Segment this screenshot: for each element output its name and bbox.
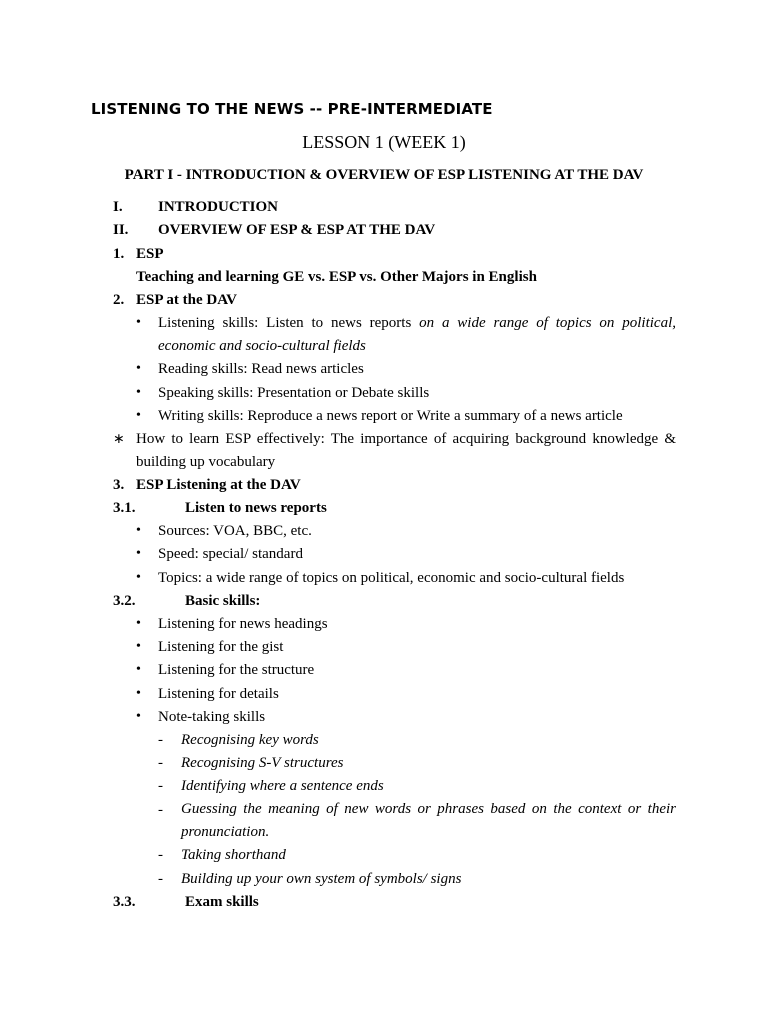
section-num-3: 3. <box>113 477 125 493</box>
sub-list-item: Building up your own system of symbols/ signs <box>181 871 462 887</box>
howto-line2: building up vocabulary <box>136 454 276 470</box>
list-item: Listening for the structure <box>158 662 315 678</box>
star-glyph: ∗ <box>113 432 125 447</box>
subsection-exam-skills-title: Exam skills <box>185 894 259 910</box>
bullet-glyph: • <box>136 662 141 677</box>
bullet-speaking-skills: Speaking skills: Presentation or Debate skills <box>158 385 430 401</box>
bullet-glyph: • <box>136 639 141 654</box>
heading-introduction: INTRODUCTION <box>158 199 279 215</box>
bullet-glyph: • <box>136 315 141 330</box>
part-title: PART I - INTRODUCTION & OVERVIEW OF ESP LISTENING AT THE DAV <box>124 167 644 183</box>
bullet-glyph: • <box>136 570 141 585</box>
section-num-1: 1. <box>113 246 125 262</box>
subsection-basic-skills-title: Basic skills: <box>185 593 261 609</box>
list-item: Topics: a wide range of topics on political, economic and socio-cultural fields <box>158 570 625 586</box>
roman-num-2: II. <box>113 222 129 238</box>
bullet-listening-skills-line2: economic and socio-cultural fields <box>158 338 366 354</box>
dash-glyph: - <box>158 755 163 771</box>
list-item: Note-taking skills <box>158 709 266 725</box>
dash-glyph: - <box>158 847 163 863</box>
roman-num-1: I. <box>113 199 123 215</box>
subsection-news-reports-title: Listen to news reports <box>185 500 327 516</box>
listening-text: Listening skills: Listen to news reports <box>158 315 420 331</box>
section-esp-dav-title: ESP at the DAV <box>136 292 237 308</box>
list-item: Sources: VOA, BBC, etc. <box>158 523 312 539</box>
sub-list-item: Recognising key words <box>181 732 319 748</box>
bullet-glyph: • <box>136 523 141 538</box>
subsection-num-3-2: 3.2. <box>113 593 136 609</box>
list-item: Listening for the gist <box>158 639 284 655</box>
section-esp-subtitle: Teaching and learning GE vs. ESP vs. Other Majors in English <box>136 269 537 285</box>
subsection-num-3-3: 3.3. <box>113 894 136 910</box>
section-num-2: 2. <box>113 292 125 308</box>
sub-list-item: Recognising S-V structures <box>181 755 344 771</box>
section-esp-title: ESP <box>136 246 164 262</box>
bullet-glyph: • <box>136 361 141 376</box>
bullet-glyph: • <box>136 709 141 724</box>
dash-glyph: - <box>158 802 163 818</box>
sub-list-item: Guessing the meaning of new words or phrases based on the context or their <box>181 801 676 817</box>
bullet-reading-skills: Reading skills: Read news articles <box>158 361 364 377</box>
bullet-listening-skills-line1 <box>158 312 676 335</box>
bullet-glyph: • <box>136 546 141 561</box>
section-esp-listening-title: ESP Listening at the DAV <box>136 477 301 493</box>
dash-glyph: - <box>158 778 163 794</box>
listening-text-italic: on a wide range of topics on political, <box>419 315 676 331</box>
bullet-glyph: • <box>136 616 141 631</box>
list-item: Listening for details <box>158 686 279 702</box>
sub-list-item-continuation: pronunciation. <box>181 824 270 840</box>
heading-overview: OVERVIEW OF ESP & ESP AT THE DAV <box>158 222 436 238</box>
bullet-writing-skills: Writing skills: Reproduce a news report or Write a summary of a news article <box>158 408 623 424</box>
sub-list-item: Identifying where a sentence ends <box>181 778 384 794</box>
list-item: Listening for news headings <box>158 616 328 632</box>
list-item: Speed: special/ standard <box>158 546 303 562</box>
bullet-glyph: • <box>136 385 141 400</box>
document-title: LISTENING TO THE NEWS -- PRE-INTERMEDIATE <box>91 100 493 118</box>
bullet-glyph: • <box>136 408 141 423</box>
sub-list-item: Taking shorthand <box>181 847 286 863</box>
lesson-title: LESSON 1 (WEEK 1) <box>302 132 466 152</box>
dash-glyph: - <box>158 871 163 887</box>
dash-glyph: - <box>158 732 163 748</box>
subsection-num-3-1: 3.1. <box>113 500 136 516</box>
bullet-glyph: • <box>136 686 141 701</box>
howto-line1: How to learn ESP effectively: The importance of acquiring background knowledge & <box>136 431 676 447</box>
